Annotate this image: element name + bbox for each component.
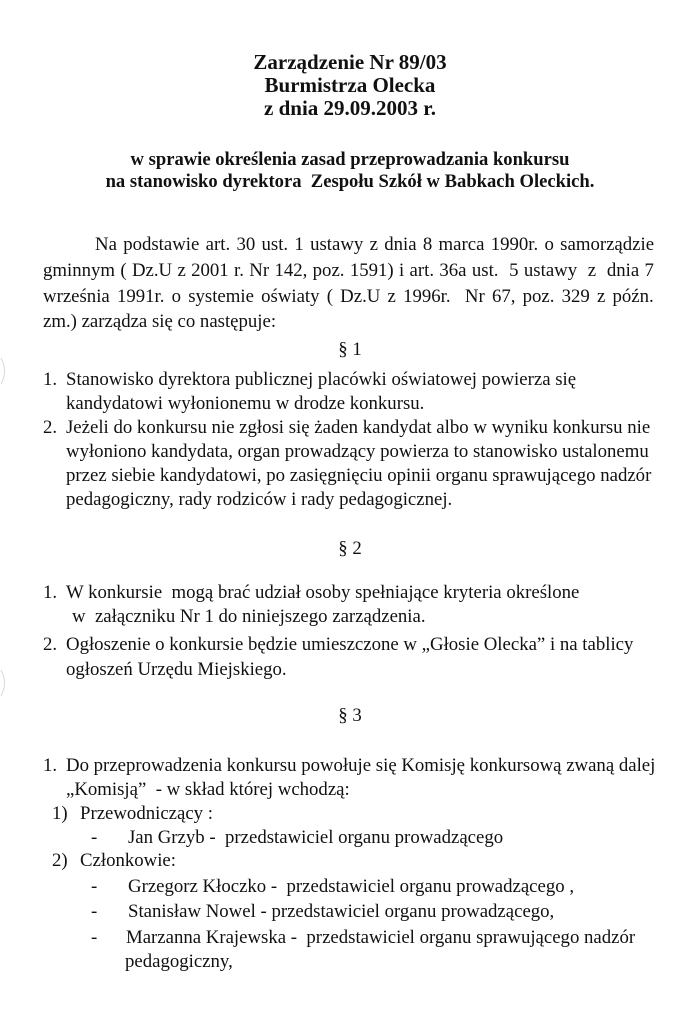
issuer-line: Burmistrza Olecka (264, 73, 436, 97)
subitem-number: 1) (52, 803, 68, 824)
dash-bullet: - (91, 927, 98, 948)
preamble-line: gminnym ( Dz.U z 2001 r. Nr 142, poz. 1591) i art. 36a ust. 5 ustawy z dnia 7 (43, 260, 654, 281)
item-text-line: „Komisją” - w skład której wchodzą: (66, 779, 350, 800)
preamble-line: września 1991r. o systemie oświaty ( Dz.U z 1996r. Nr 67, poz. 329 z późn. (43, 286, 654, 307)
subitem-label: Członkowie: (80, 850, 176, 871)
document-title: Zarządzenie Nr 89/03 (253, 50, 447, 74)
item-number: 2. (43, 417, 58, 438)
dash-bullet: - (91, 876, 98, 897)
item-text-line: Ogłoszenie o konkursie będzie umieszczone w „Głosie Olecka” i na tablicy (66, 634, 634, 655)
subject-line: na stanowisko dyrektora Zespołu Szkół w Babkach Oleckich. (105, 171, 595, 192)
item-text-line: Do przeprowadzenia konkursu powołuje się Komisję konkursową zwaną dalej (66, 755, 656, 776)
item-number: 1. (43, 582, 58, 603)
item-text-line: W konkursie mogą brać udział osoby spełniające kryteria określone (66, 582, 580, 603)
subject-line: w sprawie określenia zasad przeprowadzania konkursu (130, 149, 570, 170)
date-line: z dnia 29.09.2003 r. (264, 96, 436, 120)
member-text-line: pedagogiczny, (125, 951, 233, 972)
item-text-line: wyłoniono kandydata, organ prowadzący powierza to stanowisko ustalonemu (66, 441, 649, 462)
dash-bullet: - (91, 901, 98, 922)
member-text-line: Jan Grzyb - przedstawiciel organu prowadzącego (128, 827, 504, 848)
subitem-number: 2) (52, 850, 68, 871)
preamble-line: Na podstawie art. 30 ust. 1 ustawy z dnia 8 marca 1990r. o samorządzie (95, 234, 655, 255)
item-text-line: ogłoszeń Urzędu Miejskiego. (66, 659, 287, 680)
member-text-line: Stanisław Nowel - przedstawiciel organu prowadzącego, (128, 901, 555, 922)
section-heading: § 2 (338, 538, 362, 559)
item-text-line: kandydatowi wyłonionemu w drodze konkursu. (66, 393, 425, 414)
item-text-line: przez siebie kandydatowi, po zasięgnięciu opinii organu sprawującego nadzór (66, 465, 652, 486)
member-text-line: Marzanna Krajewska - przedstawiciel organu sprawującego nadzór (126, 927, 636, 948)
subitem-label: Przewodniczący : (80, 803, 213, 824)
item-number: 2. (43, 634, 58, 655)
item-number: 1. (43, 369, 58, 390)
item-text-line: Jeżeli do konkursu nie zgłosi się żaden kandydat albo w wyniku konkursu nie (66, 417, 651, 438)
section-heading: § 1 (338, 339, 362, 360)
dash-bullet: - (91, 827, 98, 848)
section-heading: § 3 (338, 705, 362, 726)
item-text-line: w załączniku Nr 1 do niniejszego zarządzenia. (72, 606, 426, 627)
item-text-line: Stanowisko dyrektora publicznej placówki oświatowej powierza się (66, 369, 577, 390)
item-number: 1. (43, 755, 58, 776)
member-text-line: Grzegorz Kłoczko - przedstawiciel organu prowadzącego , (128, 876, 575, 897)
scan-edge-mark (0, 668, 10, 698)
preamble-line: zm.) zarządza się co następuje: (43, 311, 277, 332)
item-text-line: pedagogiczny, rady rodziców i rady pedagogicznej. (66, 489, 453, 510)
